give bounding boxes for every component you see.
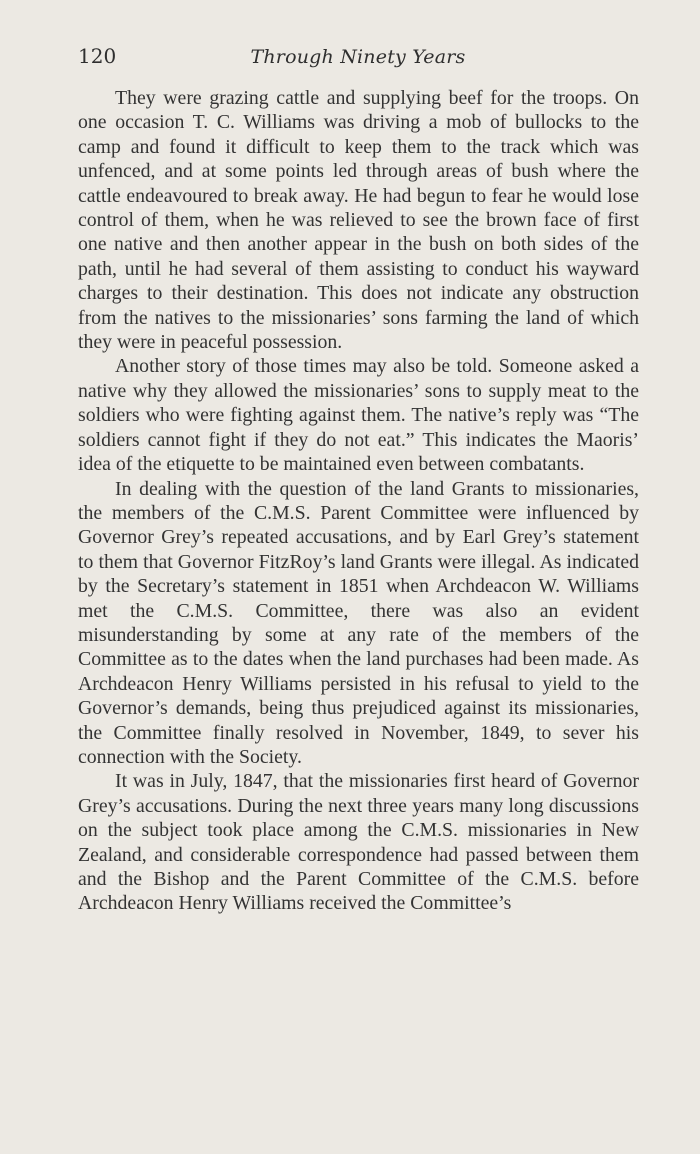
paragraph-2: Another story of those times may also be told. Someone asked a native why they allowed the missionaries’ sons to supply meat to the soldiers who were fighting against them. The native’s reply was “The soldiers cannot fight if they do not eat.” This indicates the Maoris’ idea of the etiquette to be maintained even between combatants. bbox=[78, 355, 639, 476]
body-text bbox=[78, 86, 639, 916]
paragraph-1: They were grazing cattle and supplying beef for the troops. On one occasion T. C. Williams was driving a mob of bullocks to the camp and found it difficult to keep them to the track which was unfenced, and at some points led through areas of bush where the cattle endeavoured to break away. He had begun to fear he would lose control of them, when he was relieved to see the brown face of first one native and then another appear in the bush on both sides of the path, until he had several of them assisting to conduct his wayward charges to their destination. This does not indicate any obstruction from the natives to the missionaries’ sons farming the land of which they were in peaceful possession. bbox=[78, 87, 639, 354]
page-header bbox=[78, 42, 638, 74]
paragraph-3: In dealing with the question of the land Grants to missionaries, the members of the C.M.S. Parent Committee were influenced by Governor Grey’s repeated accusations, and by Earl Grey’s statement to them that Governor FitzRoy’s land Grants were illegal. As indicated by the Secretary’s statement in 1851 when Archdeacon W. Williams met the C.M.S. Committee, there was also an evident misunderstanding by some at any rate of the members of the Committee as to the dates when the land purchases had been made. As Archdeacon Henry Williams persisted in his refusal to yield to the Governor’s demands, being thus prejudiced against its missionaries, the Committee finally resolved in November, 1849, to sever his connection with the Society. bbox=[78, 477, 639, 768]
running-title: Through Ninety Years bbox=[250, 46, 466, 68]
paragraph-4: It was in July, 1847, that the missionaries first heard of Governor Grey’s accusations. During the next three years many long discussions on the subject took place among the C.M.S. missionaries in New Zealand, and considerable correspondence had passed between them and the Bishop and the Parent Committee of the C.M.S. before Archdeacon Henry Williams received the Committee’s bbox=[78, 770, 639, 915]
page-number: 120 bbox=[78, 44, 117, 68]
